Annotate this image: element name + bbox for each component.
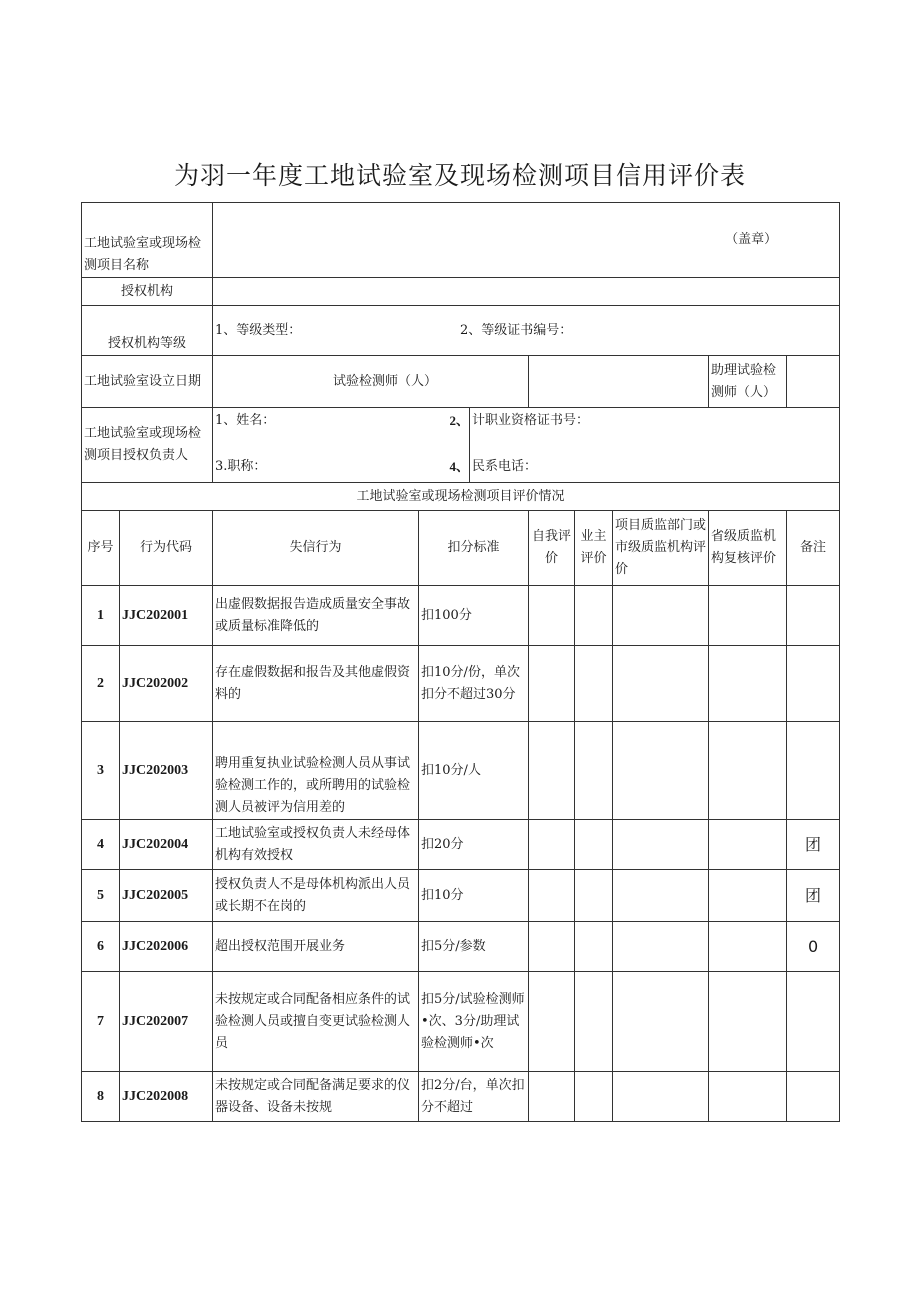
table-row	[82, 722, 840, 820]
row-code: JJC202003	[120, 722, 213, 820]
row-seq: 5	[82, 870, 120, 922]
resp-cert-no: 计职业资格证书号：	[472, 413, 590, 428]
col-remark: 备注	[787, 511, 840, 586]
row-remark: 团	[787, 870, 840, 922]
resp-name: 1、姓名：	[215, 413, 276, 428]
project-name-value	[213, 203, 840, 278]
col-province-eval: 省级质监机构复核评价	[709, 511, 787, 586]
row-standard: 扣100分	[419, 586, 529, 646]
row-remark	[787, 972, 840, 1072]
row-remark	[787, 1072, 840, 1122]
row-behavior: 授权负责人不是母体机构派出人员或长期不在岗的	[213, 870, 419, 922]
level-cert-no: 2、等级证书编号：	[460, 322, 573, 338]
row-standard: 扣10分/人	[419, 722, 529, 820]
row-remark	[787, 646, 840, 722]
row-standard: 扣5分/参数	[419, 922, 529, 972]
row-remark	[787, 722, 840, 820]
resp-title: 3.职称：	[215, 459, 267, 474]
col-code: 行为代码	[120, 511, 213, 586]
table-row	[82, 922, 840, 972]
row-seq: 3	[82, 722, 120, 820]
level-type: 1、等级类型：	[215, 322, 302, 338]
evaluation-table	[81, 202, 840, 1122]
row-remark: 团	[787, 820, 840, 870]
row-standard: 扣10分	[419, 870, 529, 922]
assistant-value	[787, 356, 840, 408]
col-self-eval: 自我评价	[529, 511, 575, 586]
responsible-label: 工地试验室或现场检测项目授权负责人	[82, 408, 213, 483]
row-behavior: 未按规定或合同配备满足要求的仪器设备、设备未按规	[213, 1072, 419, 1122]
table-row	[82, 820, 840, 870]
engineer-label: 试验检测师（人）	[213, 356, 529, 408]
row-code: JJC202008	[120, 1072, 213, 1122]
row-seq: 2	[82, 646, 120, 722]
resp-item2-num: 2、	[449, 413, 470, 428]
row-standard: 扣5分/试验检测师•次、3分/助理试验检测师•次	[419, 972, 529, 1072]
row-seq: 7	[82, 972, 120, 1072]
table-row	[82, 972, 840, 1072]
authority-value	[213, 278, 840, 306]
row-seq: 1	[82, 586, 120, 646]
row-seq: 6	[82, 922, 120, 972]
page-title: 为羽一年度工地试验室及现场检测项目信用评价表	[173, 161, 746, 190]
row-code: JJC202007	[120, 972, 213, 1072]
col-project-eval: 项目质监部门或市级质监机构评价	[613, 511, 709, 586]
row-code: JJC202006	[120, 922, 213, 972]
responsible-value	[213, 408, 840, 483]
row-code: JJC202001	[120, 586, 213, 646]
row-behavior: 未按规定或合同配备相应条件的试验检测人员或擅自变更试验检测人员	[213, 972, 419, 1072]
row-code: JJC202002	[120, 646, 213, 722]
col-owner-eval: 业主评价	[575, 511, 613, 586]
row-standard: 扣20分	[419, 820, 529, 870]
seal-text: （盖章）	[725, 232, 778, 247]
row-behavior: 出虚假数据报告造成质量安全事故或质量标准降低的	[213, 586, 419, 646]
row-code: JJC202004	[120, 820, 213, 870]
col-standard: 扣分标准	[419, 511, 529, 586]
row-code: JJC202005	[120, 870, 213, 922]
row-behavior: 存在虚假数据和报告及其他虚假资料的	[213, 646, 419, 722]
table-row	[82, 1072, 840, 1122]
engineer-value	[529, 356, 709, 408]
row-seq: 4	[82, 820, 120, 870]
section-title: 工地试验室或现场检测项目评价情况	[82, 483, 840, 511]
project-name-label: 工地试验室或现场检测项目名称	[82, 203, 213, 278]
col-behavior: 失信行为	[213, 511, 419, 586]
col-seq: 序号	[82, 511, 120, 586]
resp-item4-num: 4、	[449, 459, 470, 474]
assistant-label: 助理试验检测师（人）	[709, 356, 787, 408]
row-seq: 8	[82, 1072, 120, 1122]
setup-date-label: 工地试验室设立日期	[82, 356, 213, 408]
level-label: 授权机构等级	[82, 306, 213, 356]
row-behavior: 聘用重复执业试验检测人员从事试验检测工作的，或所聘用的试验检测人员被评为信用差的	[213, 722, 419, 820]
row-standard: 扣2分/台，单次扣分不超过	[419, 1072, 529, 1122]
resp-phone: 民系电话：	[472, 459, 538, 474]
row-remark: 0	[787, 922, 840, 972]
table-row	[82, 870, 840, 922]
level-value	[213, 306, 840, 356]
row-remark	[787, 586, 840, 646]
authority-label: 授权机构	[82, 278, 213, 306]
row-standard: 扣10分/份，单次扣分不超过30分	[419, 646, 529, 722]
table-row	[82, 586, 840, 646]
row-behavior: 超出授权范围开展业务	[213, 922, 419, 972]
table-row	[82, 646, 840, 722]
row-behavior: 工地试验室或授权负责人未经母体机构有效授权	[213, 820, 419, 870]
